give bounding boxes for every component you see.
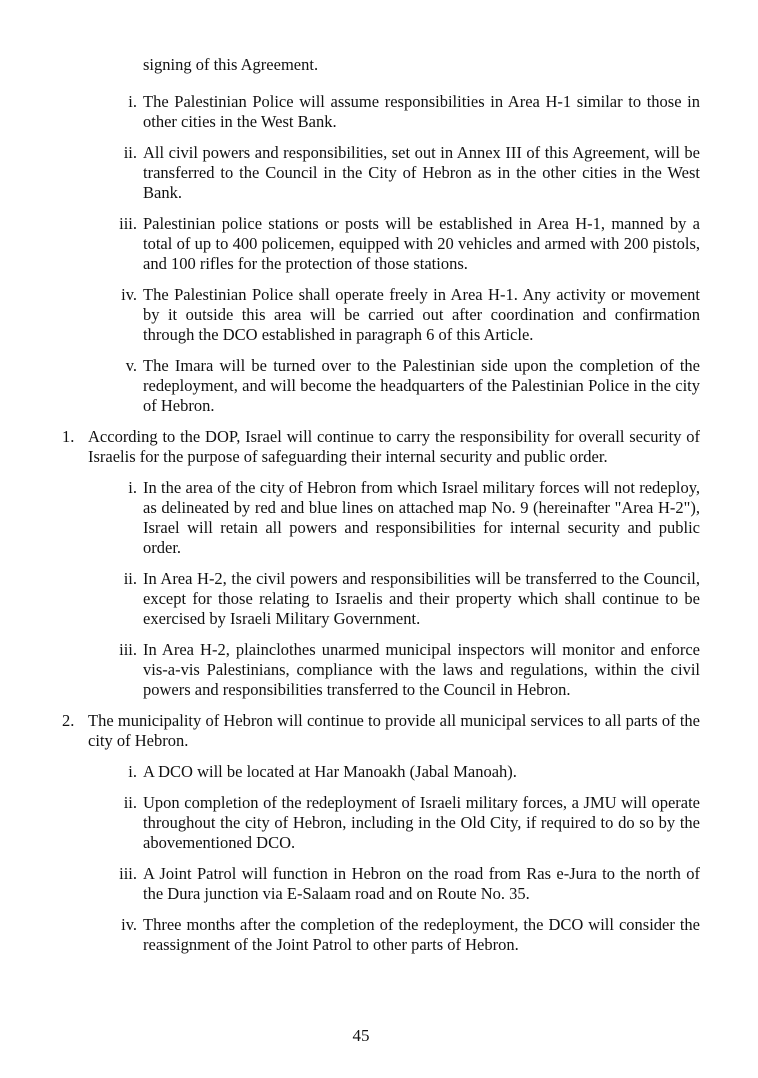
list-item-i xyxy=(105,92,700,132)
numbered-item-1 xyxy=(62,427,700,467)
list-item-marker: ii. xyxy=(123,793,137,812)
continuation-line: signing of this Agreement. xyxy=(143,55,319,74)
list-item-text: All civil powers and responsibilities, set out in Annex III of this Agreement, will be transferred to the Council in the City of Hebron as in the other cities in the West Bank. xyxy=(143,143,700,202)
list-item-ii xyxy=(105,143,700,203)
list-item-text: According to the DOP, Israel will continue to carry the responsibility for overall security of Israelis for the purpose of safeguarding their internal security and public order. xyxy=(88,427,700,466)
page-number: 45 xyxy=(352,1026,370,1045)
list-item-marker: iv. xyxy=(121,285,137,304)
list-item-marker: iii. xyxy=(119,640,137,659)
list-item-text: The Palestinian Police shall operate freely in Area H-1. Any activity or movement by it outside this area will be carried out after coordination and confirmation through the DCO established in paragraph 6 of this Article. xyxy=(143,285,700,344)
list-item-marker: ii. xyxy=(123,569,137,588)
list-item-text: The Imara will be turned over to the Palestinian side upon the completion of the redeployment, and will become the headquarters of the Palestinian Police in the city of Hebron. xyxy=(143,356,700,415)
list-item-marker: 1. xyxy=(62,427,75,446)
list-item-2-iii xyxy=(105,864,700,904)
list-item-marker: ii. xyxy=(123,143,137,162)
list-item-marker: 2. xyxy=(62,711,75,730)
list-item-text: In Area H-2, the civil powers and responsibilities will be transferred to the Council, except for those relating to Israelis and their property which shall continue to be exercised by Israeli Military Government. xyxy=(143,569,700,628)
list-item-1-ii xyxy=(105,569,700,629)
list-item-text: A DCO will be located at Har Manoakh (Jabal Manoah). xyxy=(143,762,517,781)
list-item-marker: iii. xyxy=(119,214,137,233)
numbered-item-2 xyxy=(62,711,700,751)
list-item-text: In the area of the city of Hebron from which Israel military forces will not redeploy, as delineated by red and blue lines on attached map No. 9 (hereinafter "Area H-2"), Israel will retain all powers and responsibilities for internal security and public order. xyxy=(143,478,700,557)
list-item-2-i xyxy=(105,762,700,782)
list-item-marker: i. xyxy=(128,478,137,497)
list-item-1-iii xyxy=(105,640,700,700)
list-item-text: A Joint Patrol will function in Hebron on the road from Ras e-Jura to the north of the Dura junction via E-Salaam road and on Route No. 35. xyxy=(143,864,700,903)
list-item-marker: i. xyxy=(128,92,137,111)
list-item-text: Three months after the completion of the redeployment, the DCO will consider the reassignment of the Joint Patrol to other parts of Hebron. xyxy=(143,915,700,954)
list-item-marker: v. xyxy=(125,356,137,375)
list-item-text: The municipality of Hebron will continue to provide all municipal services to all parts of the city of Hebron. xyxy=(88,711,700,750)
list-item-2-iv xyxy=(105,915,700,955)
list-item-2-ii xyxy=(105,793,700,853)
list-item-iv xyxy=(105,285,700,345)
list-item-marker: iv. xyxy=(121,915,137,934)
list-item-iii xyxy=(105,214,700,274)
list-item-text: The Palestinian Police will assume responsibilities in Area H-1 similar to those in other cities in the West Bank. xyxy=(143,92,700,131)
list-item-1-i xyxy=(105,478,700,558)
list-item-text: Upon completion of the redeployment of Israeli military forces, a JMU will operate throughout the city of Hebron, including in the Old City, if required to do so by the abovementioned DCO. xyxy=(143,793,700,852)
list-item-v xyxy=(105,356,700,416)
list-item-text: Palestinian police stations or posts will be established in Area H-1, manned by a total of up to 400 policemen, equipped with 20 vehicles and armed with 200 pistols, and 100 rifles for the protection of those stations. xyxy=(143,214,700,273)
list-item-marker: i. xyxy=(128,762,137,781)
list-item-marker: iii. xyxy=(119,864,137,883)
list-item-text: In Area H-2, plainclothes unarmed municipal inspectors will monitor and enforce vis-a-vis Palestinians, compliance with the laws and regulations, within the civil powers and responsibilities transferred to the Council in Hebron. xyxy=(143,640,700,699)
